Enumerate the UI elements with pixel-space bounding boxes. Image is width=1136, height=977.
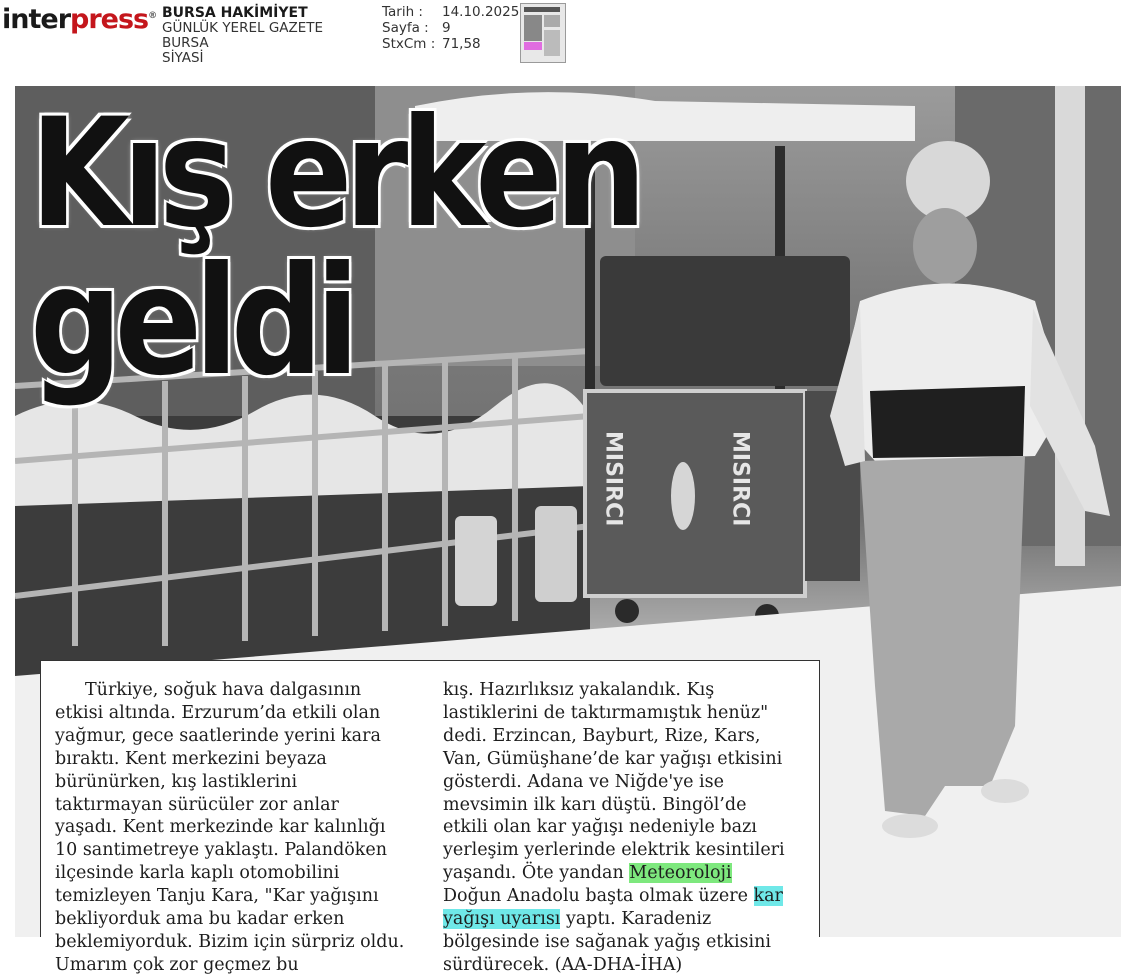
logo-text-dark: inter — [2, 4, 71, 35]
highlight-kar-yagisi-uyarisi: kar yağışı uyarısı — [443, 886, 783, 930]
article-text-2a: kış. Hazırlıksız yakalandık. Kış lastiklerini de taktırmamıştık henüz" dedi. Erzincan, Bayburt, Rize, Kars, Van, Gümüşhane’de kar yağışı etkisini gösterdi. Adana ve Niğde'ye ise mevsimin ilk karı düştü. Bingöl’de etkili olan kar yağışı nedeniyle bazı yerleşim yerlerinde elektrik kesintileri yaşandı. Öte yandan — [443, 680, 785, 884]
stxcm-label: StxCm : — [382, 36, 436, 52]
article-body — [40, 660, 820, 975]
page-thumbnail[interactable] — [520, 3, 566, 63]
headline-line-2: geldi — [30, 235, 352, 409]
stxcm-value: 71,58 — [442, 36, 481, 52]
article-text-2c: yaptı. Karadeniz bölgesinde ise sağanak yağış etkisini sürdürecek. (AA-DHA-İHA) — [443, 909, 771, 975]
publication-name: BURSA HAKİMİYET — [162, 5, 308, 21]
cart-sign-right: MISIRCI — [727, 431, 753, 527]
date-label: Tarih : — [382, 4, 423, 20]
highlight-meteoroloji: Meteoroloji — [629, 863, 732, 884]
headline-line-1: Kış erken — [30, 87, 639, 261]
logo-registered-mark: ® — [148, 11, 158, 21]
publication-city: BURSA — [162, 35, 209, 51]
interpress-logo — [2, 4, 157, 35]
page-label: Sayfa : — [382, 20, 429, 36]
article-paragraph-1: Türkiye, soğuk hava dalgasının etkisi altında. Erzurum’da etkili olan yağmur, gece saatlerinde yerini kara bıraktı. Kent merkezini beyaza bürünürken, kış lastiklerini taktırmayan sürücüler zor anlar yaşadı. Kent merkezinde kar kalınlığı 10 santimetreye yaklaştı. Palandöken ilçesinde karla kaplı otomobilini temizleyen Tanju Kara, "Kar yağışını bekliyorduk ama bu kadar erken beklemiyorduk. Bizim için sürpriz oldu. Umarım çok zor geçmez bu — [55, 680, 405, 975]
article-paragraph-2 — [443, 679, 793, 977]
publication-type: GÜNLÜK YEREL GAZETE — [162, 20, 324, 36]
headline — [30, 87, 639, 409]
article-column-2 — [443, 679, 793, 975]
cart-sign-left: MISIRCI — [600, 431, 626, 527]
publication-info — [162, 6, 323, 66]
article-text-2b: Doğun Anadolu başta olmak üzere — [443, 886, 754, 907]
article-column-1 — [55, 679, 405, 975]
page-value: 9 — [442, 20, 451, 36]
logo-text-red: press — [70, 4, 149, 35]
clipping-meta — [382, 4, 519, 52]
date-value: 14.10.2025 — [442, 4, 520, 20]
corn-icon — [671, 462, 695, 530]
publication-category: SİYASİ — [162, 50, 204, 66]
